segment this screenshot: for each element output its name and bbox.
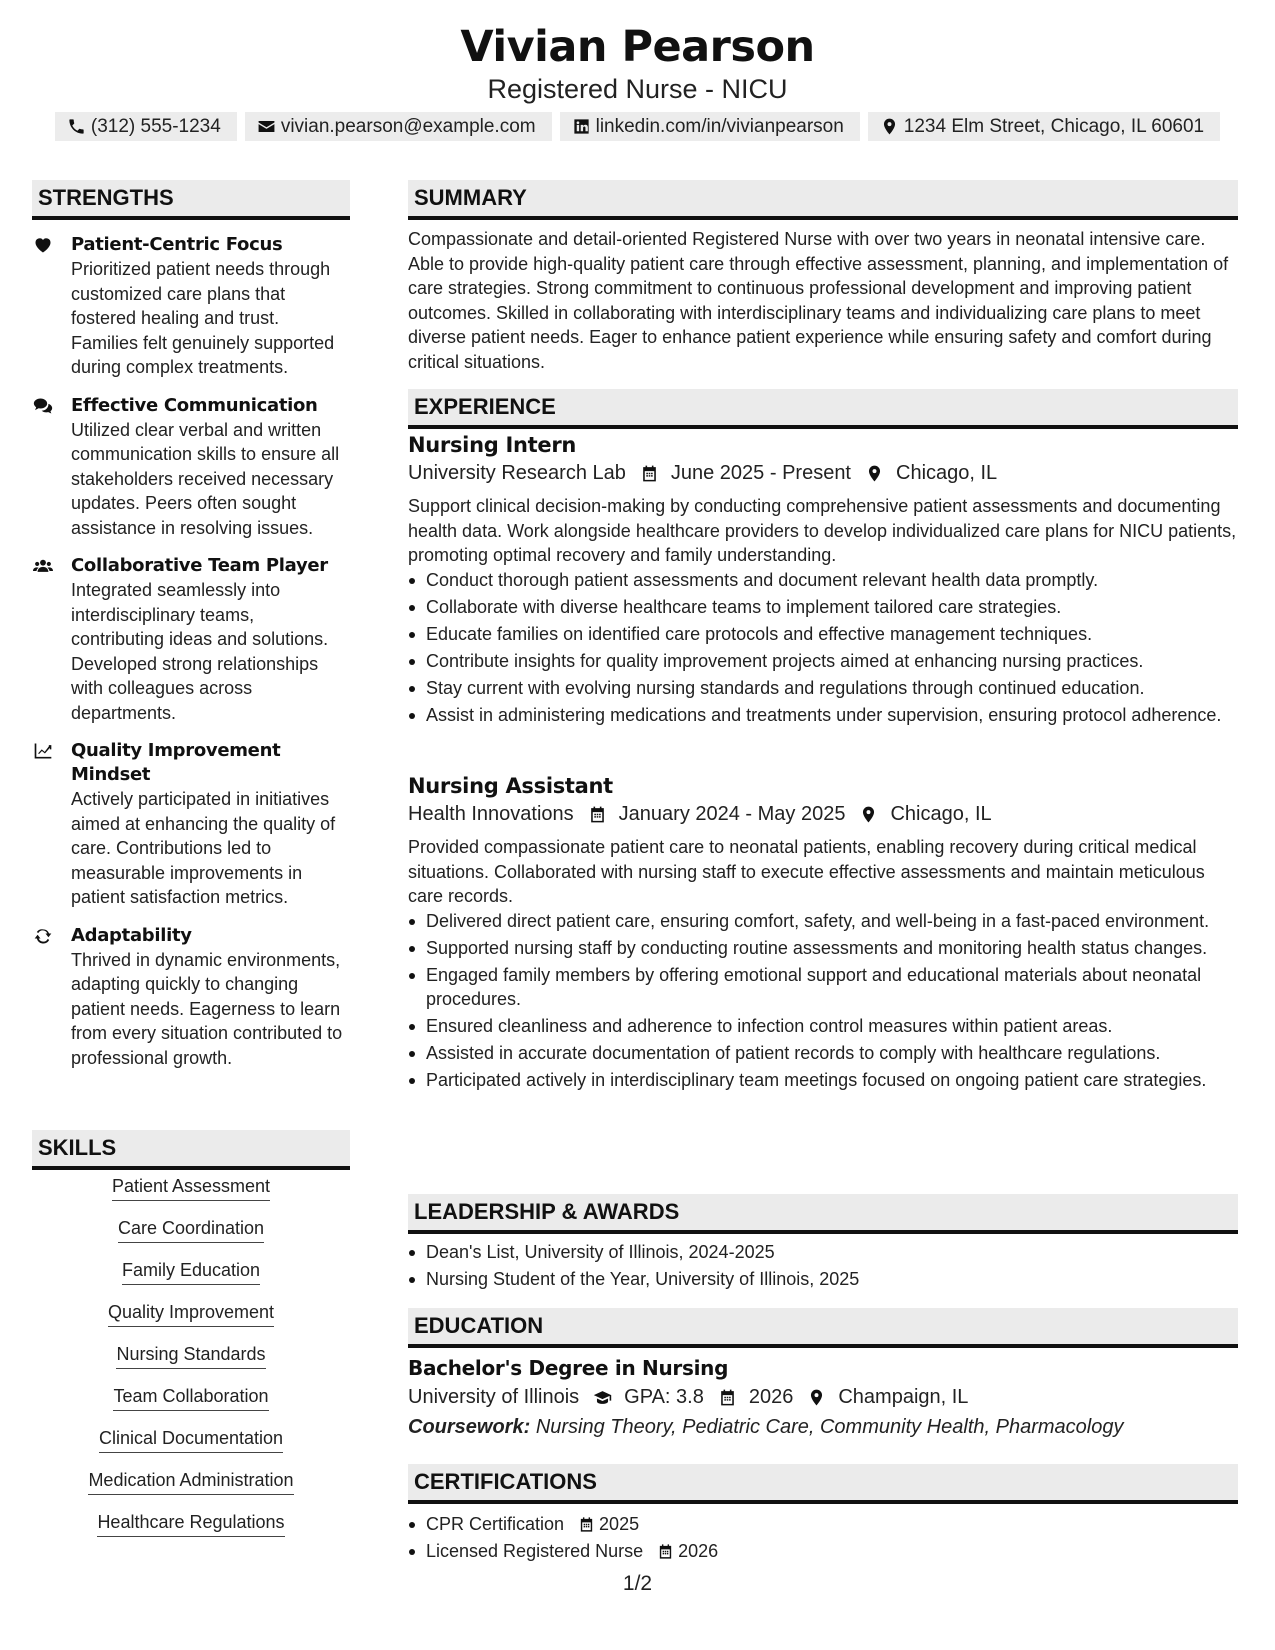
coursework	[408, 1416, 1238, 1439]
education-location: Champaign, IL	[838, 1386, 969, 1408]
job-org: University Research Lab	[408, 462, 626, 484]
skill-item: Medication Administration	[88, 1469, 293, 1495]
awards-heading: LEADERSHIP & AWARDS	[408, 1194, 1238, 1234]
contact-address	[868, 112, 1220, 141]
skill-item: Healthcare Regulations	[97, 1511, 284, 1537]
contact-bar	[0, 112, 1275, 141]
skill-item: Family Education	[122, 1259, 260, 1285]
school-name: University of Illinois	[408, 1386, 580, 1408]
linkedin-icon	[572, 117, 591, 136]
skills-heading: SKILLS	[32, 1130, 350, 1170]
strength-desc: Integrated seamlessly into interdisciplinary teams, contributing ideas and solutions. Developed strong relationships with colleagues across departments.	[71, 580, 329, 723]
awards-list	[408, 1240, 1238, 1294]
skills-list	[32, 1175, 350, 1553]
job-entry	[408, 774, 1238, 1095]
map-pin-icon	[880, 117, 899, 136]
calendar-icon	[588, 805, 607, 824]
candidate-role: Registered Nurse - NICU	[487, 74, 788, 104]
strength-title: Collaborative Team Player	[71, 555, 328, 576]
job-dates: June 2025 - Present	[670, 462, 851, 484]
degree-title: Bachelor's Degree in Nursing	[408, 1356, 729, 1380]
comments-icon	[32, 396, 54, 416]
strength-title: Patient-Centric Focus	[71, 234, 283, 255]
list-item: Participated actively in interdisciplinary team meetings focused on ongoing patient care strategies.	[408, 1068, 1238, 1093]
contact-linkedin[interactable]	[560, 112, 860, 141]
skill-item: Patient Assessment	[112, 1175, 270, 1201]
skill-item: Care Coordination	[118, 1217, 264, 1243]
summary-text: Compassionate and detail-oriented Registered Nurse with over two years in neonatal intensive care. Able to provide high-quality patient care through effective assessment, planning, and implementation of care strategies. Strong commitment to continuous professional development and improving patient outcomes. Skilled in collaborating with interdisciplinary teams and individualizing care plans to meet diverse patient needs. Eager to enhance patient experience while ensuring safety and comfort during critical situations.	[408, 229, 1229, 372]
skill-item: Nursing Standards	[116, 1343, 265, 1369]
job-dates: January 2024 - May 2025	[618, 803, 846, 825]
certifications-heading: CERTIFICATIONS	[408, 1464, 1238, 1504]
list-item: Collaborate with diverse healthcare teams to implement tailored care strategies.	[408, 595, 1238, 620]
heart-icon	[32, 235, 54, 255]
cert-year: 2025	[599, 1514, 640, 1534]
strengths-list	[32, 233, 350, 1084]
gpa-text: GPA: 3.8	[624, 1386, 704, 1408]
list-item: Educate families on identified care protocols and effective management techniques.	[408, 622, 1238, 647]
job-description: Support clinical decision-making by conducting comprehensive patient assessments and documenting health data. Work alongside healthcare providers to develop individualized care plans for NICU patients, promoting optimal recovery and family understanding.	[408, 496, 1237, 565]
strength-title: Quality Improvement Mindset	[71, 740, 281, 785]
list-item: Ensured cleanliness and adherence to infection control measures within patient areas.	[408, 1014, 1238, 1039]
strength-item	[32, 739, 350, 910]
calendar-icon	[718, 1388, 737, 1407]
job-bullets	[408, 909, 1238, 1093]
education-heading: EDUCATION	[408, 1308, 1238, 1348]
users-icon	[32, 556, 54, 576]
job-bullets	[408, 568, 1238, 728]
list-item	[408, 1539, 1238, 1564]
certifications-list	[408, 1512, 1238, 1566]
phone-text: (312) 555-1234	[90, 115, 221, 137]
list-item: Nursing Student of the Year, University of Illinois, 2025	[408, 1267, 1238, 1292]
experience-heading: EXPERIENCE	[408, 389, 1238, 429]
job-org: Health Innovations	[408, 803, 574, 825]
strength-desc: Utilized clear verbal and written communication skills to ensure all stakeholders received necessary updates. Peers often sought assistance in resolving issues.	[71, 419, 340, 538]
phone-icon	[67, 117, 86, 136]
coursework-label: Coursework:	[408, 1416, 531, 1438]
job-title: Nursing Assistant	[408, 774, 613, 798]
list-item: Supported nursing staff by conducting routine assessments and monitoring health status changes.	[408, 936, 1238, 961]
linkedin-text: linkedin.com/in/vivianpearson	[595, 115, 844, 137]
strength-title: Adaptability	[71, 924, 192, 946]
strength-desc: Prioritized patient needs through customized care plans that fostered healing and trust. Families felt genuinely supported during complex treatments.	[71, 259, 335, 377]
map-pin-icon	[865, 464, 884, 483]
strengths-heading: STRENGTHS	[32, 180, 350, 220]
sync-icon	[32, 926, 54, 946]
strength-desc: Thrived in dynamic environments, adapting quickly to changing patient needs. Eagerness to learn from every situation contributed to professional growth.	[71, 949, 343, 1068]
strength-item	[32, 394, 350, 541]
cert-name: Licensed Registered Nurse	[426, 1541, 644, 1561]
email-text: vivian.pearson@example.com	[280, 115, 536, 137]
job-meta	[408, 462, 1238, 485]
contact-email[interactable]	[245, 112, 552, 141]
list-item	[408, 1512, 1238, 1537]
summary-heading: SUMMARY	[408, 180, 1238, 220]
strength-desc: Actively participated in initiatives aimed at enhancing the quality of care. Contributions led to measurable improvements in patient satisfaction metrics.	[71, 789, 336, 907]
skill-item: Team Collaboration	[113, 1385, 268, 1411]
list-item: Contribute insights for quality improvement projects aimed at enhancing nursing practices.	[408, 649, 1238, 674]
list-item: Conduct thorough patient assessments and document relevant health data promptly.	[408, 568, 1238, 593]
job-meta	[408, 803, 1238, 826]
contact-phone[interactable]	[55, 112, 237, 141]
map-pin-icon	[807, 1388, 826, 1407]
job-description: Provided compassionate patient care to neonatal patients, enabling recovery during critical medical situations. Collaborated with nursing staff to execute effective assessments and maintain meticulous care records.	[408, 837, 1205, 906]
strength-title: Effective Communication	[71, 394, 318, 416]
job-entry	[408, 433, 1238, 730]
calendar-icon	[657, 1543, 674, 1560]
list-item: Delivered direct patient care, ensuring comfort, safety, and well-being in a fast-paced environment.	[408, 909, 1238, 934]
envelope-icon	[257, 117, 276, 136]
list-item: Stay current with evolving nursing standards and regulations through continued education.	[408, 676, 1238, 701]
list-item: Assisted in accurate documentation of patient records to comply with healthcare regulations.	[408, 1041, 1238, 1066]
graduation-cap-icon	[593, 1388, 612, 1407]
skill-item: Quality Improvement	[108, 1301, 274, 1327]
address-text: 1234 Elm Street, Chicago, IL 60601	[903, 115, 1205, 137]
chart-line-icon	[32, 741, 54, 761]
list-item: Engaged family members by offering emotional support and educational materials about neonatal procedures.	[408, 963, 1238, 1012]
strength-item	[32, 233, 350, 380]
cert-name: CPR Certification	[426, 1514, 565, 1534]
candidate-name: Vivian Pearson	[460, 22, 815, 72]
page-indicator: 1/2	[622, 1572, 653, 1595]
list-item: Dean's List, University of Illinois, 2024-2025	[408, 1240, 1238, 1265]
job-location: Chicago, IL	[890, 803, 992, 825]
strength-item	[32, 554, 350, 725]
map-pin-icon	[859, 805, 878, 824]
strength-item	[32, 924, 350, 1071]
job-title: Nursing Intern	[408, 433, 577, 457]
cert-year: 2026	[678, 1541, 719, 1561]
calendar-icon	[640, 464, 659, 483]
skill-item: Clinical Documentation	[99, 1427, 283, 1453]
list-item: Assist in administering medications and treatments under supervision, ensuring protocol adherence.	[408, 703, 1238, 728]
coursework-list: Nursing Theory, Pediatric Care, Community Health, Pharmacology	[535, 1416, 1124, 1438]
education-year: 2026	[748, 1386, 794, 1408]
education-meta	[408, 1386, 1238, 1409]
calendar-icon	[578, 1516, 595, 1533]
education-entry	[408, 1356, 1238, 1439]
job-location: Chicago, IL	[896, 462, 998, 484]
